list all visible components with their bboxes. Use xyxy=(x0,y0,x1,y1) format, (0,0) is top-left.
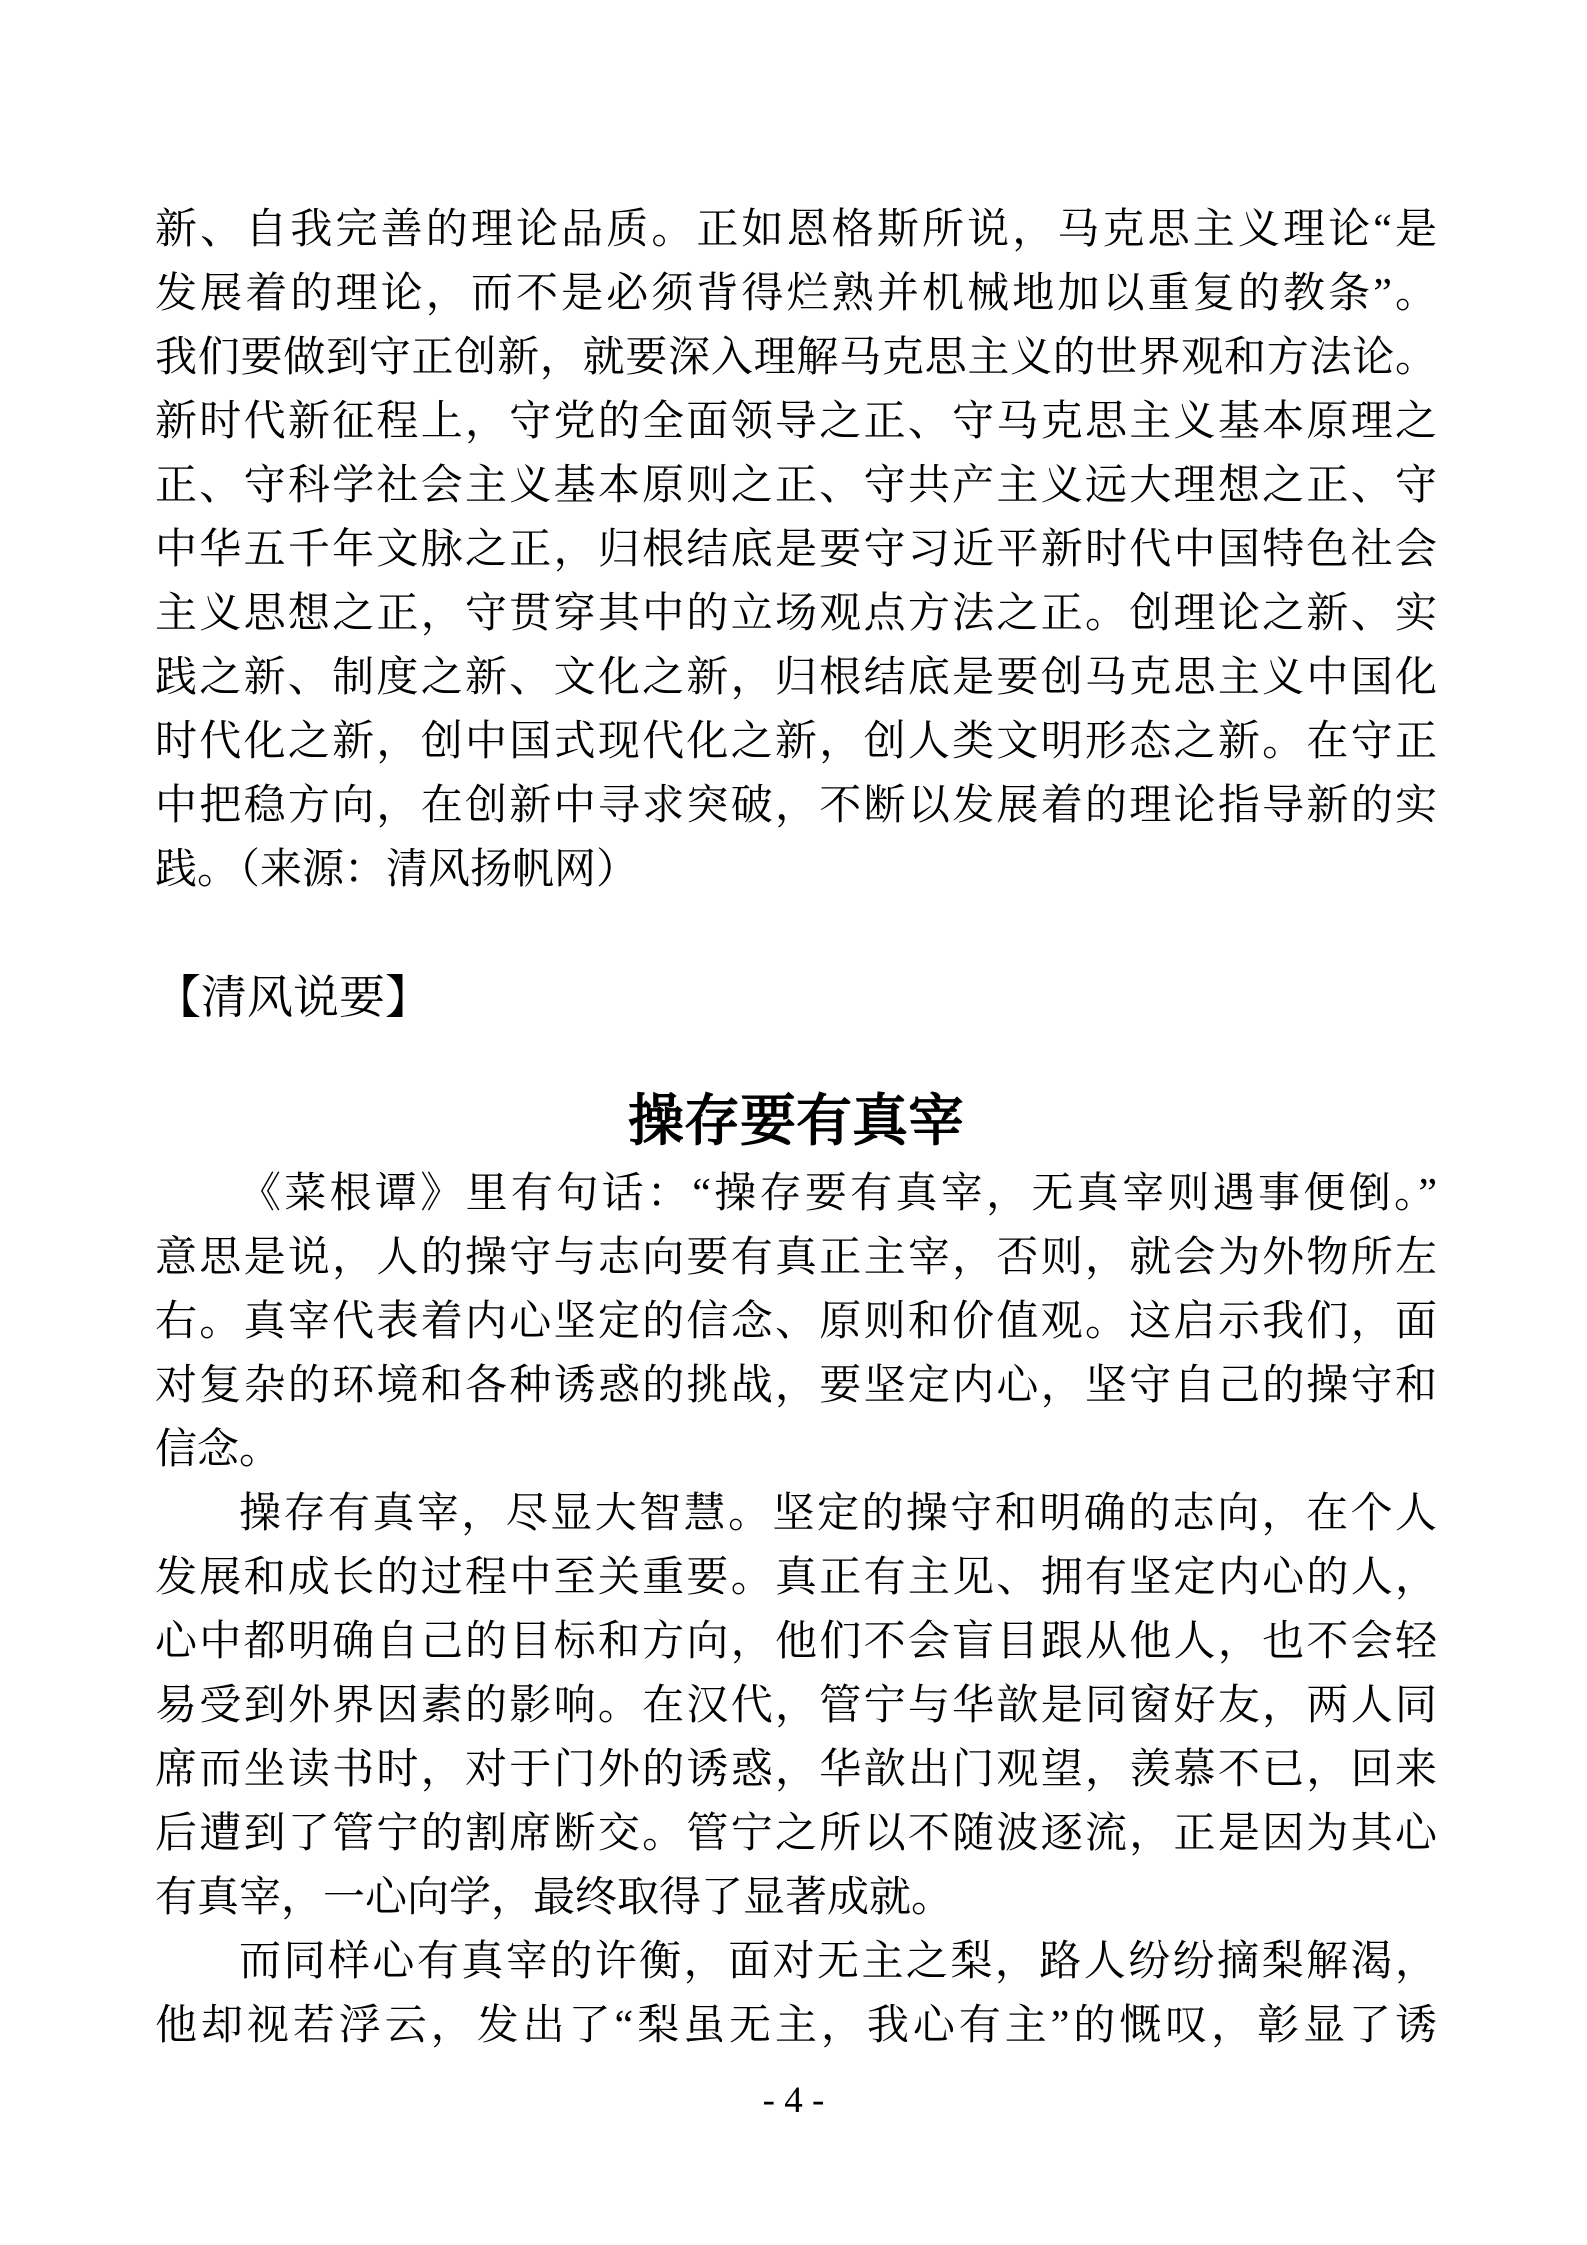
text-line: 正、守科学社会主义基本原则之正、守共产主义远大理想之正、守 xyxy=(155,463,1437,509)
page-number: - 4 - xyxy=(762,2080,825,2121)
text-line: 发展和成长的过程中至关重要。真正有主见、拥有坚定内心的人， xyxy=(155,1555,1437,1601)
text-line: 易受到外界因素的影响。在汉代，管宁与华歆是同窗好友，两人同 xyxy=(155,1683,1437,1729)
text-line: 心中都明确自己的目标和方向，他们不会盲目跟从他人，也不会轻 xyxy=(155,1619,1437,1665)
text-line: 新时代新征程上，守党的全面领导之正、守马克思主义基本原理之 xyxy=(155,399,1437,445)
text-line: 践之新、制度之新、文化之新，归根结底是要创马克思主义中国化 xyxy=(155,655,1437,701)
text-line: 《菜根谭》里有句话：“操存要有真宰，无真宰则遇事便倒。” xyxy=(239,1171,1437,1217)
text-line: 新、自我完善的理论品质。正如恩格斯所说，马克思主义理论“是 xyxy=(155,207,1437,253)
text-line: 我们要做到守正创新，就要深入理解马克思主义的世界观和方法论。 xyxy=(155,335,1437,381)
text-line: 信念。 xyxy=(155,1427,282,1473)
text-line: 有真宰，一心向学，最终取得了显著成就。 xyxy=(155,1875,954,1921)
text-line: 中华五千年文脉之正，归根结底是要守习近平新时代中国特色社会 xyxy=(155,527,1437,573)
text-line: 意思是说，人的操守与志向要有真正主宰，否则，就会为外物所左 xyxy=(155,1235,1437,1281)
paragraph-1 xyxy=(155,1162,1437,1482)
text-line: 主义思想之正，守贯穿其中的立场观点方法之正。创理论之新、实 xyxy=(155,591,1437,637)
text-line: 发展着的理论，而不是必须背得烂熟并机械地加以重复的教条”。 xyxy=(155,271,1437,317)
paragraph-3 xyxy=(155,1930,1437,2058)
text-line: 席而坐读书时，对于门外的诱惑，华歆出门观望，羡慕不已，回来 xyxy=(155,1747,1437,1793)
section-header: 【清风说要】 xyxy=(155,972,431,1023)
paragraph-continued xyxy=(155,198,1437,902)
text-line: 而同样心有真宰的许衡，面对无主之梨，路人纷纷摘梨解渴， xyxy=(239,1939,1437,1985)
text-line: 后遭到了管宁的割席断交。管宁之所以不随波逐流，正是因为其心 xyxy=(155,1811,1437,1857)
page-content xyxy=(155,0,1437,2058)
article-title: 操存要有真宰 xyxy=(628,1091,964,1153)
text-line: 践。（来源：清风扬帆网） xyxy=(155,847,639,893)
paragraph-2 xyxy=(155,1482,1437,1930)
text-line: 中把稳方向，在创新中寻求突破，不断以发展着的理论指导新的实 xyxy=(155,783,1437,829)
text-line: 右。真宰代表着内心坚定的信念、原则和价值观。这启示我们，面 xyxy=(155,1299,1437,1345)
text-line: 他却视若浮云，发出了“梨虽无主，我心有主”的慨叹，彰显了诱 xyxy=(155,2003,1437,2049)
text-line: 时代化之新，创中国式现代化之新，创人类文明形态之新。在守正 xyxy=(155,719,1437,765)
text-line: 对复杂的环境和各种诱惑的挑战，要坚定内心，坚守自己的操守和 xyxy=(155,1363,1437,1409)
text-line: 操存有真宰，尽显大智慧。坚定的操守和明确的志向，在个人 xyxy=(239,1491,1437,1537)
